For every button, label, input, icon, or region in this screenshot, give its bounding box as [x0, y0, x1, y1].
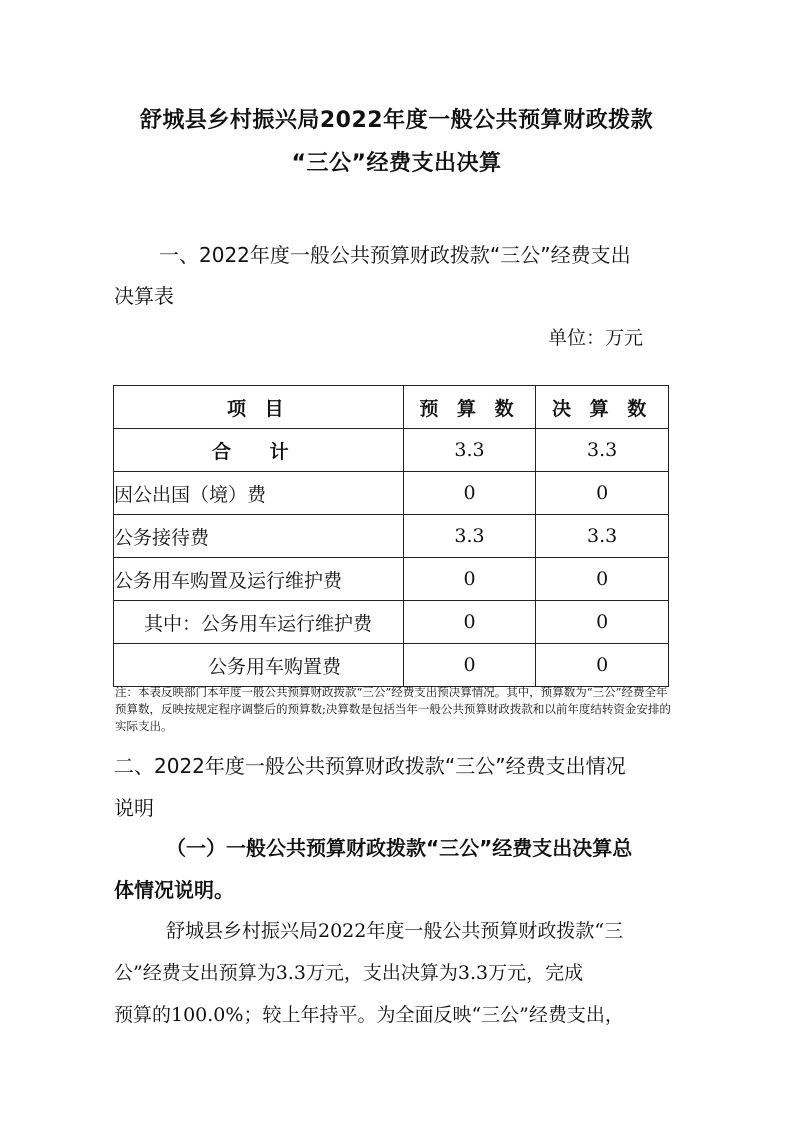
table-row: [114, 472, 669, 515]
row-budget-value: 3.3: [403, 515, 536, 558]
budget-table: [113, 385, 669, 687]
table-header-row: [114, 386, 669, 429]
row-final-value: 0: [536, 558, 669, 601]
section2-heading-line1: 二、2022年度一般公共预算财政拨款“三公”经费支出情况: [114, 754, 626, 778]
row-final-value: 0: [536, 601, 669, 644]
unit-label: 单位：万元: [548, 327, 644, 349]
row-item-name: 公务用车购置及运行维护费: [114, 558, 404, 601]
section2-heading-line2: 说明: [114, 796, 154, 820]
row-final-value: 3.3: [536, 429, 669, 472]
table-row: [114, 429, 669, 472]
row-budget-value: 0: [403, 644, 536, 687]
row-item-name: 公务接待费: [114, 515, 404, 558]
document-title-line1: 舒城县乡村振兴局2022年度一般公共预算财政拨款: [139, 108, 654, 133]
table-row: [114, 558, 669, 601]
section1-heading-line1: 一、2022年度一般公共预算财政拨款“三公”经费支出: [159, 243, 631, 267]
table-row: [114, 515, 669, 558]
row-budget-value: 0: [403, 558, 536, 601]
row-final-value: 0: [536, 644, 669, 687]
paragraph-line: 预算的100.0%；较上年持平。为全面反映“三公”经费支出，: [114, 1004, 624, 1026]
section1-heading-line2: 决算表: [114, 284, 174, 308]
table-note: 注：本表反映部门本年度一般公共预算财政拨款“三公”经费支出预决算情况。其中，预算数为“三公”经费全年预算数，反映按规定程序调整后的预算数;决算数是包括当年一般公共预算财政拨款和以前年度结转资金安排的实际支出。: [115, 685, 671, 733]
document-title-line2: “三公”经费支出决算: [291, 151, 502, 176]
subsection1-heading-line1: （一）一般公共预算财政拨款“三公”经费支出决算总: [166, 836, 633, 860]
row-item-name: 合 计: [114, 429, 404, 472]
paragraph-line: 舒城县乡村振兴局2022年度一般公共预算财政拨款“三: [166, 920, 624, 942]
row-budget-value: 0: [403, 601, 536, 644]
table-row: [114, 601, 669, 644]
subsection1-heading-line2: 体情况说明。: [114, 878, 234, 902]
table-row: [114, 644, 669, 687]
row-budget-value: 0: [403, 472, 536, 515]
row-final-value: 0: [536, 472, 669, 515]
header-budget: 预 算 数: [403, 386, 536, 429]
row-budget-value: 3.3: [403, 429, 536, 472]
row-item-name: 因公出国（境）费: [114, 472, 404, 515]
header-item: 项 目: [114, 386, 404, 429]
row-item-name: 其中：公务用车运行维护费: [114, 601, 404, 644]
paragraph-line: 公”经费支出预算为3.3万元，支出决算为3.3万元，完成: [114, 962, 584, 984]
header-final: 决 算 数: [536, 386, 669, 429]
row-item-name: 公务用车购置费: [114, 644, 404, 687]
row-final-value: 3.3: [536, 515, 669, 558]
